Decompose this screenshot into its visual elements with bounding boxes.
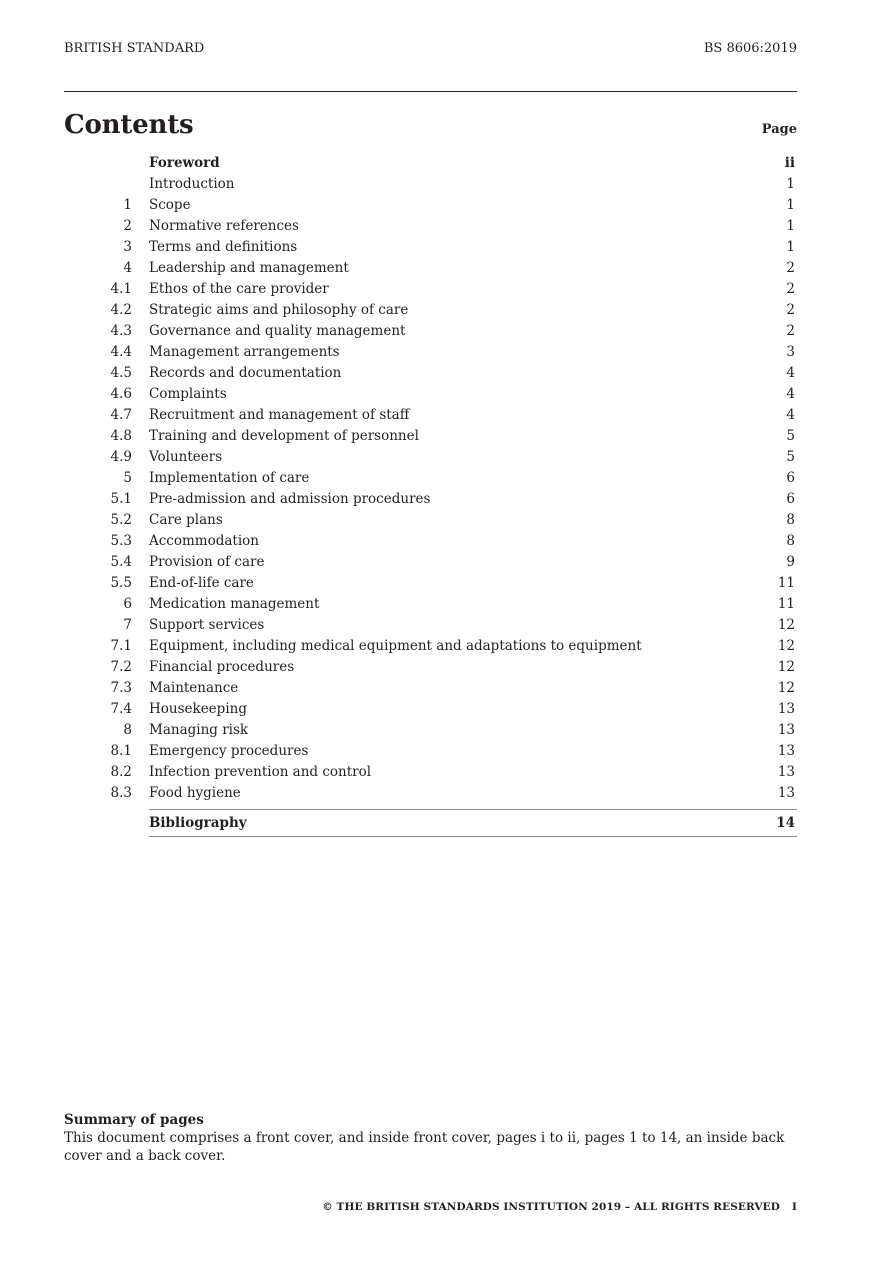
toc-entry[interactable] <box>64 426 797 447</box>
toc-entry-number: 7.3 <box>110 680 132 696</box>
toc-entry-page: 4 <box>786 386 795 402</box>
toc-entry-number: 2 <box>123 218 132 234</box>
toc-entry-title: Governance and quality management <box>149 323 406 339</box>
toc-entry[interactable] <box>64 174 797 195</box>
toc-entry-title: Scope <box>149 197 191 213</box>
toc-entry-title: Pre-admission and admission procedures <box>149 491 431 507</box>
toc-entry-page: 13 <box>777 701 795 717</box>
toc-entry-number: 4.3 <box>110 323 132 339</box>
toc-entry-page: 2 <box>786 323 795 339</box>
toc-entry-page: 2 <box>786 260 795 276</box>
toc-entry-number: 4.4 <box>110 344 132 360</box>
toc-entry[interactable] <box>64 216 797 237</box>
toc-entry-number: 7 <box>123 617 132 633</box>
toc-entry-page: 12 <box>777 638 795 654</box>
toc-entry-number: 5 <box>123 470 132 486</box>
toc-entry-page: 3 <box>786 344 795 360</box>
toc-entry-bibliography[interactable] <box>149 809 797 837</box>
standard-label: BRITISH STANDARD <box>64 41 205 56</box>
toc-entry[interactable] <box>64 153 797 174</box>
toc-entry-page: 14 <box>776 815 795 831</box>
toc-entry-title: Provision of care <box>149 554 265 570</box>
toc-entry[interactable] <box>64 468 797 489</box>
toc-entry-title: Complaints <box>149 386 227 402</box>
header-rule <box>64 91 797 92</box>
toc-entry-title: Medication management <box>149 596 320 612</box>
toc-entry[interactable] <box>64 594 797 615</box>
toc-entry-title: Financial procedures <box>149 659 295 675</box>
toc-entry-page: 12 <box>777 659 795 675</box>
toc-entry-title: Terms and definitions <box>149 239 298 255</box>
toc-entry-title: Training and development of personnel <box>149 428 419 444</box>
toc-entry[interactable] <box>64 552 797 573</box>
toc-entry-title: Housekeeping <box>149 701 247 717</box>
toc-entry-number: 4.6 <box>110 386 132 402</box>
toc-entry-page: 13 <box>777 785 795 801</box>
toc-entry-page: 11 <box>777 596 795 612</box>
toc-entry[interactable] <box>64 279 797 300</box>
toc-entry-page: 12 <box>777 617 795 633</box>
toc-entry[interactable] <box>64 258 797 279</box>
toc-entry-page: 5 <box>786 428 795 444</box>
toc-entry[interactable] <box>64 489 797 510</box>
toc-entry-title: Ethos of the care provider <box>149 281 329 297</box>
toc-entry-title: Accommodation <box>149 533 259 549</box>
toc-entry-page: 9 <box>786 554 795 570</box>
summary-text: This document comprises a front cover, and inside front cover, pages i to ii, pages 1 to 14, an inside back cover and a back cover. <box>64 1130 785 1164</box>
toc-entry-title: Bibliography <box>149 815 247 831</box>
toc-entry-title: Records and documentation <box>149 365 342 381</box>
copyright-footer <box>322 1201 797 1213</box>
toc-entry[interactable] <box>64 447 797 468</box>
toc-entry[interactable] <box>64 741 797 762</box>
toc-entry-title: Implementation of care <box>149 470 310 486</box>
toc-entry-number: 8.2 <box>110 764 132 780</box>
toc-entry-number: 5.4 <box>110 554 132 570</box>
toc-entry[interactable] <box>64 384 797 405</box>
toc-entry-number: 6 <box>123 596 132 612</box>
toc-entry[interactable] <box>64 636 797 657</box>
toc-entry-page: 1 <box>786 239 795 255</box>
toc-entry-number: 8 <box>123 722 132 738</box>
toc-entry-page: 8 <box>786 512 795 528</box>
toc-entry-page: 2 <box>786 302 795 318</box>
toc-entry[interactable] <box>64 783 797 804</box>
toc-entry[interactable] <box>64 363 797 384</box>
toc-entry-number: 8.3 <box>110 785 132 801</box>
toc-entry-title: Foreword <box>149 155 220 171</box>
toc-entry-title: End-of-life care <box>149 575 254 591</box>
toc-entry-number: 5.1 <box>110 491 132 507</box>
toc-entry-number: 5.5 <box>110 575 132 591</box>
toc-entry-title: Strategic aims and philosophy of care <box>149 302 409 318</box>
toc-entry[interactable] <box>64 342 797 363</box>
toc-entry-title: Support services <box>149 617 265 633</box>
toc-entry[interactable] <box>64 531 797 552</box>
toc-entry-number: 4.7 <box>110 407 132 423</box>
toc-entry-number: 4.9 <box>110 449 132 465</box>
toc-entry-page: 13 <box>777 743 795 759</box>
toc-entry[interactable] <box>64 321 797 342</box>
toc-entry-title: Emergency procedures <box>149 743 309 759</box>
toc-entry-number: 5.3 <box>110 533 132 549</box>
page-column-label: Page <box>761 122 797 137</box>
toc-entry[interactable] <box>64 510 797 531</box>
toc-entry-number: 4.1 <box>110 281 132 297</box>
toc-entry-number: 7.2 <box>110 659 132 675</box>
toc-entry-number: 3 <box>123 239 132 255</box>
standard-number: BS 8606:2019 <box>703 41 797 56</box>
toc-entry-number: 5.2 <box>110 512 132 528</box>
page-title: Contents <box>64 110 194 140</box>
toc-entry[interactable] <box>64 237 797 258</box>
toc-entry[interactable] <box>64 678 797 699</box>
toc-entry-title: Care plans <box>149 512 223 528</box>
toc-entry[interactable] <box>64 615 797 636</box>
toc-entry-title: Leadership and management <box>149 260 349 276</box>
summary-of-pages <box>64 1111 797 1165</box>
toc-entry-title: Managing risk <box>149 722 249 738</box>
table-of-contents <box>64 153 797 804</box>
toc-entry-title: Management arrangements <box>149 344 340 360</box>
toc-entry[interactable] <box>64 300 797 321</box>
toc-entry-title: Equipment, including medical equipment and adaptations to equipment <box>149 638 642 654</box>
toc-entry-page: 1 <box>786 197 795 213</box>
toc-entry-title: Food hygiene <box>149 785 241 801</box>
toc-entry-page: 8 <box>786 533 795 549</box>
toc-entry-page: 5 <box>786 449 795 465</box>
toc-entry[interactable] <box>64 657 797 678</box>
page-number: I <box>791 1201 797 1213</box>
summary-heading: Summary of pages <box>64 1112 204 1128</box>
running-header <box>64 41 797 61</box>
toc-entry-page: 11 <box>777 575 795 591</box>
toc-entry-number: 8.1 <box>110 743 132 759</box>
toc-entry-page: 6 <box>786 491 795 507</box>
toc-entry-page: 2 <box>786 281 795 297</box>
toc-entry-number: 7.1 <box>110 638 132 654</box>
toc-entry-title: Normative references <box>149 218 299 234</box>
toc-entry[interactable] <box>64 195 797 216</box>
toc-entry[interactable] <box>64 573 797 594</box>
toc-entry-title: Maintenance <box>149 680 239 696</box>
toc-entry-page: 4 <box>786 407 795 423</box>
toc-entry-title: Introduction <box>149 176 235 192</box>
toc-entry-page: ii <box>784 155 795 171</box>
toc-entry-number: 4.2 <box>110 302 132 318</box>
toc-entry-title: Infection prevention and control <box>149 764 372 780</box>
toc-entry-title: Volunteers <box>149 449 223 465</box>
toc-entry[interactable] <box>64 405 797 426</box>
toc-entry[interactable] <box>64 699 797 720</box>
copyright-text: © THE BRITISH STANDARDS INSTITUTION 2019 – ALL RIGHTS RESERVED <box>322 1201 780 1213</box>
toc-entry[interactable] <box>64 762 797 783</box>
toc-entry-page: 1 <box>786 218 795 234</box>
toc-entry-title: Recruitment and management of staff <box>149 407 410 423</box>
toc-entry-number: 4.5 <box>110 365 132 381</box>
toc-entry-page: 1 <box>786 176 795 192</box>
toc-entry-page: 12 <box>777 680 795 696</box>
toc-entry-number: 1 <box>123 197 132 213</box>
toc-entry-page: 4 <box>786 365 795 381</box>
toc-entry-number: 4 <box>123 260 132 276</box>
toc-entry[interactable] <box>64 720 797 741</box>
toc-entry-page: 6 <box>786 470 795 486</box>
toc-entry-page: 13 <box>777 764 795 780</box>
toc-entry-page: 13 <box>777 722 795 738</box>
toc-entry-number: 7.4 <box>110 701 132 717</box>
toc-entry-number: 4.8 <box>110 428 132 444</box>
